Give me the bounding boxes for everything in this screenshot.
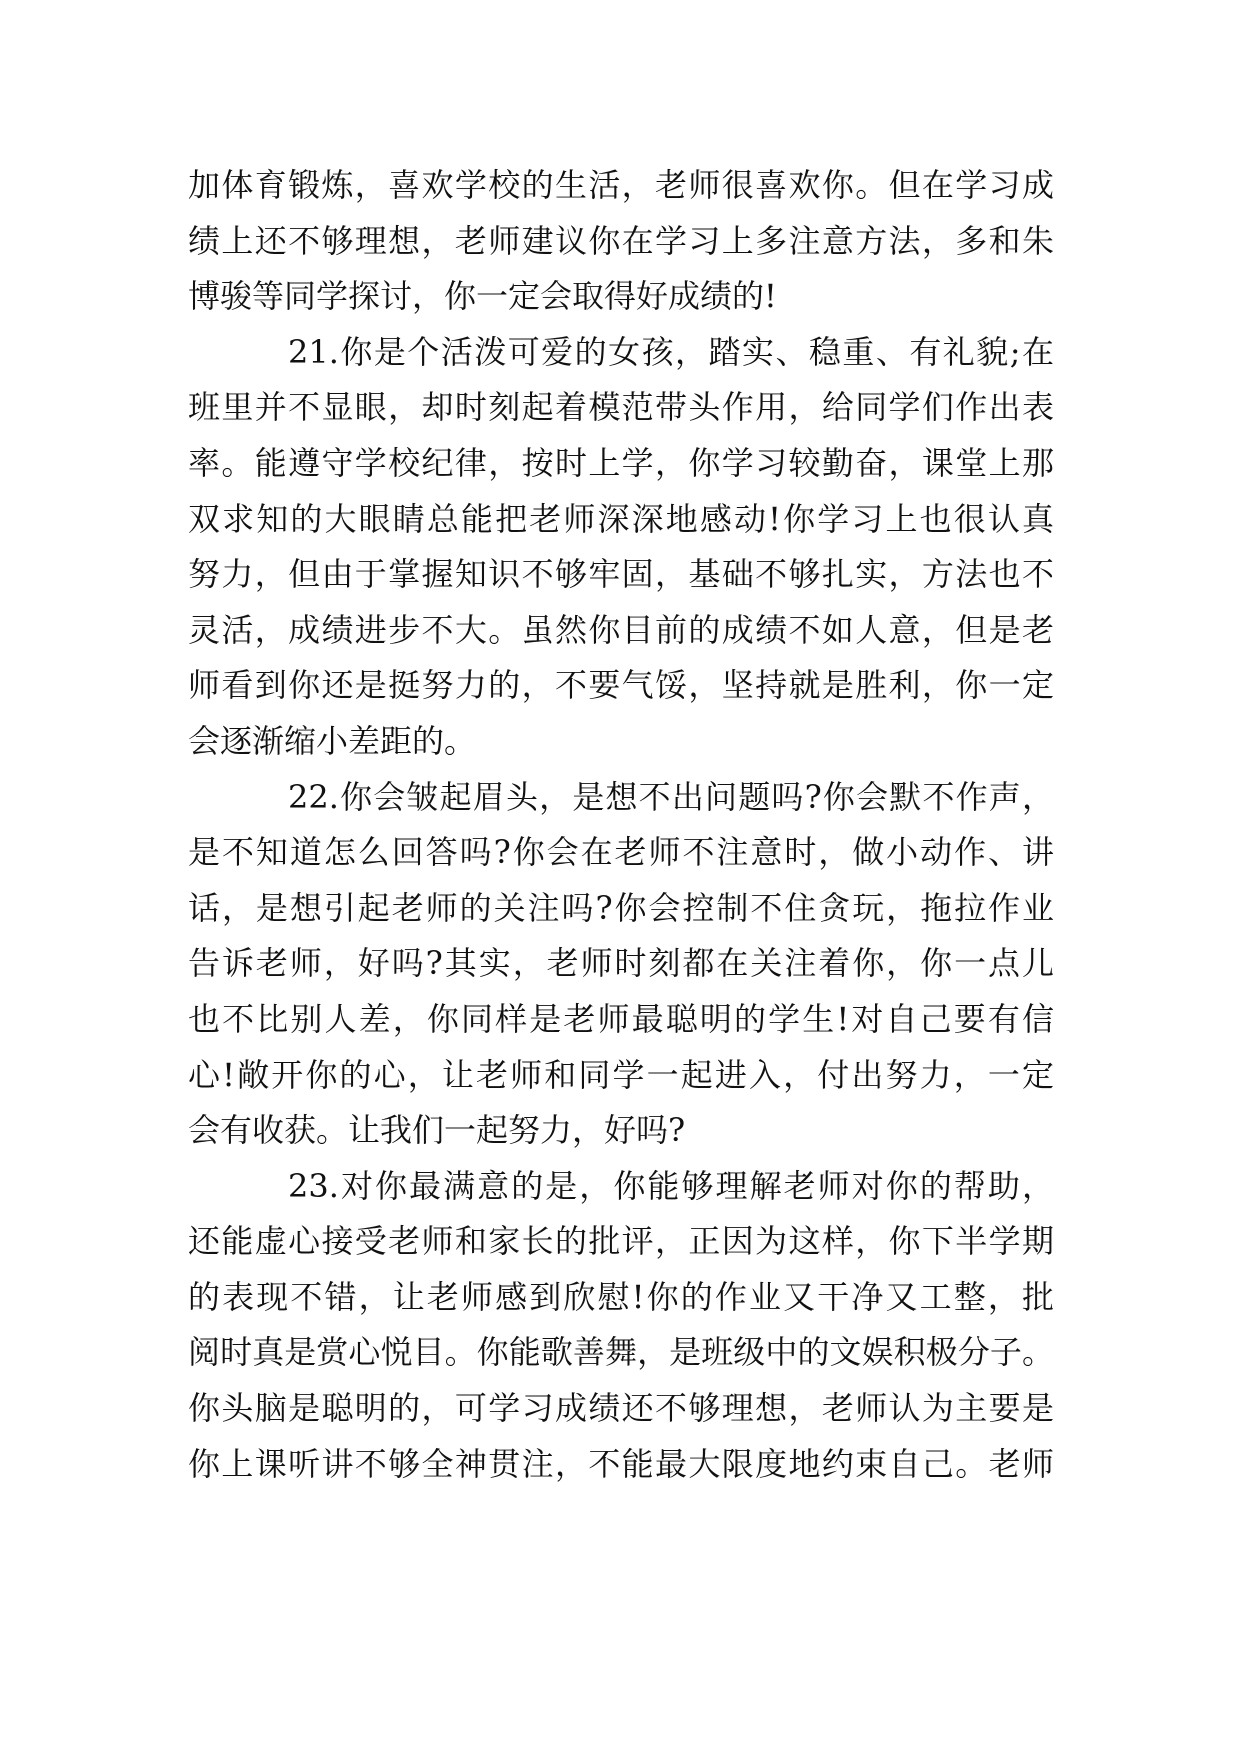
text-line: 心!敞开你的心，让老师和同学一起进入，付出努力，一定 <box>188 1055 1054 1094</box>
text-line: 率。能遵守学校纪律，按时上学，你学习较勤奋，课堂上那 <box>188 443 1054 482</box>
text-line: 阅时真是赏心悦目。你能歌善舞，是班级中的文娱积极分子。 <box>188 1333 1054 1372</box>
text-line: 还能虚心接受老师和家长的批评，正因为这样，你下半学期 <box>188 1222 1054 1261</box>
text-line: 班里并不显眼，却时刻起着模范带头作用，给同学们作出表 <box>188 388 1054 427</box>
text-line: 21.你是个活泼可爱的女孩，踏实、稳重、有礼貌;在 <box>288 332 1054 371</box>
text-line: 双求知的大眼睛总能把老师深深地感动!你学习上也很认真 <box>188 499 1054 538</box>
text-line: 你上课听讲不够全神贯注，不能最大限度地约束自己。老师 <box>188 1444 1054 1483</box>
text-line: 师看到你还是挺努力的，不要气馁，坚持就是胜利，你一定 <box>188 666 1054 705</box>
text-line: 会逐渐缩小差距的。 <box>188 721 477 760</box>
paragraph-22 <box>188 770 1054 1159</box>
text-line: 博骏等同学探讨，你一定会取得好成绩的! <box>188 277 777 316</box>
text-line: 话，是想引起老师的关注吗?你会控制不住贪玩，拖拉作业 <box>188 888 1054 927</box>
text-line: 是不知道怎么回答吗?你会在老师不注意时，做小动作、讲 <box>188 833 1054 872</box>
document-body <box>188 158 1054 1492</box>
paragraph-21 <box>188 325 1054 770</box>
text-line: 绩上还不够理想，老师建议你在学习上多注意方法，多和朱 <box>188 221 1054 260</box>
text-line: 22.你会皱起眉头，是想不出问题吗?你会默不作声， <box>288 777 1054 816</box>
text-line: 加体育锻炼，喜欢学校的生活，老师很喜欢你。但在学习成 <box>188 166 1054 204</box>
text-line: 灵活，成绩进步不大。虽然你目前的成绩不如人意，但是老 <box>188 610 1054 649</box>
text-line: 23.对你最满意的是，你能够理解老师对你的帮助， <box>288 1166 1054 1205</box>
text-line: 你头脑是聪明的，可学习成绩还不够理想，老师认为主要是 <box>188 1389 1054 1428</box>
text-line: 努力，但由于掌握知识不够牢固，基础不够扎实，方法也不 <box>188 555 1054 594</box>
text-line: 会有收获。让我们一起努力，好吗? <box>188 1111 686 1150</box>
text-line: 也不比别人差，你同样是老师最聪明的学生!对自己要有信 <box>188 999 1054 1038</box>
paragraph-23 <box>188 1159 1054 1493</box>
text-line: 的表现不错，让老师感到欣慰!你的作业又干净又工整，批 <box>188 1277 1054 1316</box>
text-line: 告诉老师，好吗?其实，老师时刻都在关注着你，你一点儿 <box>188 944 1054 983</box>
paragraph-continuation <box>188 158 1054 325</box>
